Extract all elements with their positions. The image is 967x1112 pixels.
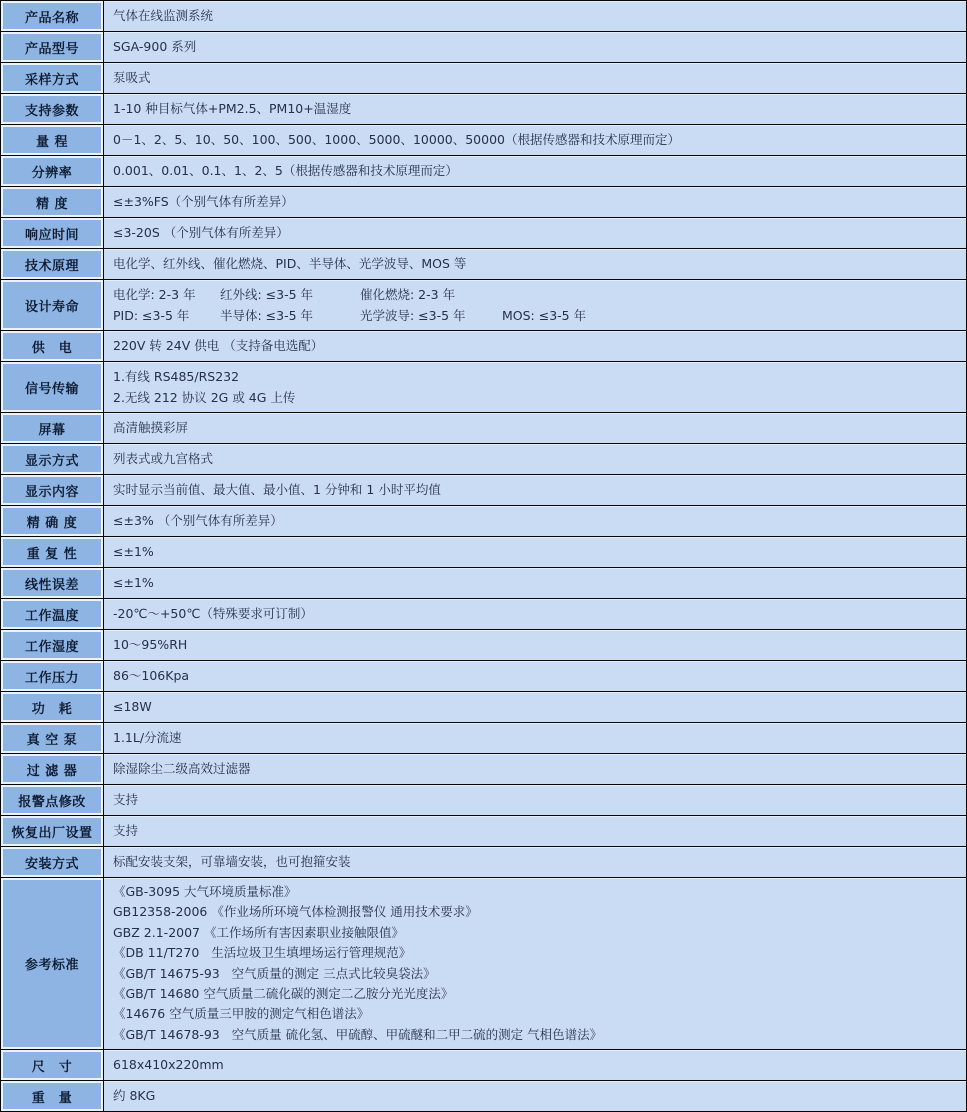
value-line: 《GB/T 14675-93 空气质量的测定 三点式比较臭袋法》 [113,965,436,981]
value-line: 支持 [113,823,139,838]
value-line: 《14676 空气质量三甲胺的测定气相色谱法》 [113,1006,370,1022]
value-segment: MOS: ≤3-5 年 [502,308,587,323]
table-row [1,847,967,878]
value-line: 2.无线 212 协议 2G 或 4G 上传 [113,390,296,405]
row-value [104,785,967,816]
table-row [1,156,967,187]
value-segment: PID: ≤3-5 年 [113,308,190,323]
row-value [104,331,967,362]
value-line: 10～95%RH [113,637,188,652]
value-line: 电化学、红外线、催化燃烧、PID、半导体、光学波导、MOS 等 [113,256,467,271]
value-line: ≤18W [113,699,152,714]
value-line: ≤±3% （个别气体有所差异） [113,513,283,528]
row-value [104,1050,967,1081]
table-row [1,187,967,218]
row-value [104,723,967,754]
row-label: 工作温度 [1,599,104,630]
table-row [1,218,967,249]
table-row [1,723,967,754]
row-label: 报警点修改 [1,785,104,816]
row-label: 工作压力 [1,661,104,692]
value-line: ≤±1% [113,544,154,559]
table-row [1,878,967,1050]
row-label: 重 量 [1,1081,104,1112]
value-line: SGA-900 系列 [113,39,197,54]
row-value [104,249,967,280]
table-row [1,475,967,506]
row-value [104,413,967,444]
row-value [104,280,967,331]
row-value [104,754,967,785]
row-label: 信号传输 [1,362,104,413]
value-segment: 半导体: ≤3-5 年 [220,308,314,323]
row-label: 功 耗 [1,692,104,723]
spec-table-body [1,1,967,1112]
value-line: 86～106Kpa [113,668,190,683]
row-label: 设计寿命 [1,280,104,331]
value-line: 支持 [113,792,139,807]
row-value [104,847,967,878]
row-value [104,506,967,537]
table-row [1,661,967,692]
row-label: 支持参数 [1,94,104,125]
value-line: 《GB-3095 大气环境质量标准》 [113,884,297,899]
table-row [1,280,967,331]
table-row [1,1,967,32]
value-line: GBZ 2.1-2007 《工作场所有害因素职业接触限值》 [113,924,404,940]
row-label: 响应时间 [1,218,104,249]
row-label: 产品型号 [1,32,104,63]
row-label: 显示内容 [1,475,104,506]
value-line: 高清触摸彩屏 [113,420,189,435]
row-label: 技术原理 [1,249,104,280]
row-label: 线性误差 [1,568,104,599]
row-label: 精 确 度 [1,506,104,537]
row-value [104,32,967,63]
row-label: 分辨率 [1,156,104,187]
row-label: 安装方式 [1,847,104,878]
value-line: 618x410x220mm [113,1057,224,1073]
row-label: 产品名称 [1,1,104,32]
value-segment: 催化燃烧: 2-3 年 [360,287,456,302]
table-row [1,537,967,568]
table-row [1,32,967,63]
row-value [104,156,967,187]
value-line: 《GB/T 14678-93 空气质量 硫化氢、甲硫醇、甲硫醚和二甲二硫的测定 气相色谱法》 [113,1026,603,1042]
row-label: 采样方式 [1,63,104,94]
value-line [113,284,957,305]
row-value [104,475,967,506]
row-value [104,444,967,475]
row-value [104,816,967,847]
table-row [1,1050,967,1081]
row-value [104,63,967,94]
row-label: 尺 寸 [1,1050,104,1081]
table-row [1,630,967,661]
table-row [1,816,967,847]
table-row [1,94,967,125]
value-line: 1.1L/分流速 [113,730,182,745]
value-line: GB12358-2006 《作业场所环境气体检测报警仪 通用技术要求》 [113,904,478,920]
value-line: ≤±1% [113,575,154,590]
table-row [1,63,967,94]
row-value [104,362,967,413]
table-row [1,331,967,362]
value-line: 0.001、0.01、0.1、1、2、5（根据传感器和技术原理而定） [113,163,458,178]
value-segment: 电化学: 2-3 年 [113,287,196,302]
table-row [1,362,967,413]
row-value [104,1081,967,1112]
value-line: 220V 转 24V 供电 （支持备电选配） [113,338,324,353]
table-row [1,506,967,537]
table-row [1,249,967,280]
row-label: 恢复出厂设置 [1,816,104,847]
table-row [1,125,967,156]
row-value [104,661,967,692]
row-label: 过 滤 器 [1,754,104,785]
row-value [104,218,967,249]
row-label: 屏幕 [1,413,104,444]
value-line: ≤±3%FS（个别气体有所差异） [113,194,294,209]
value-line: 《DB 11/T270 生活垃圾卫生填埋场运行管理规范》 [113,945,412,961]
value-line: 列表式或九宫格式 [113,451,214,466]
row-value [104,878,967,1050]
value-line: 0－1、2、5、10、50、100、500、1000、5000、10000、50000（根据传感器和技术原理而定） [113,132,680,147]
table-row [1,785,967,816]
value-line: ≤3-20S （个别气体有所差异） [113,225,289,240]
row-value [104,568,967,599]
value-line: -20℃～+50℃（特殊要求可订制） [113,606,313,621]
value-segment: 红外线: ≤3-5 年 [220,287,314,302]
row-value [104,94,967,125]
table-row [1,444,967,475]
value-line: 约 8KG [113,1088,156,1104]
row-value [104,125,967,156]
table-row [1,599,967,630]
row-label: 精 度 [1,187,104,218]
row-value [104,187,967,218]
value-line [113,305,957,326]
row-label: 显示方式 [1,444,104,475]
row-label: 参考标准 [1,878,104,1050]
value-line: 实时显示当前值、最大值、最小值、1 分钟和 1 小时平均值 [113,482,441,497]
value-line: 标配安装支架，可靠墙安装，也可抱箍安装 [113,854,351,869]
table-row [1,1081,967,1112]
table-row [1,568,967,599]
value-line: 气体在线监测系统 [113,8,214,23]
row-value [104,1,967,32]
table-row [1,692,967,723]
row-value [104,692,967,723]
row-label: 真 空 泵 [1,723,104,754]
row-label: 重 复 性 [1,537,104,568]
value-line: 除湿除尘二级高效过滤器 [113,761,251,776]
value-line: 1-10 种目标气体+PM2.5、PM10+温湿度 [113,101,352,116]
value-line: 《GB/T 14680 空气质量二硫化碳的测定二乙胺分光光度法》 [113,986,454,1002]
row-label: 供 电 [1,331,104,362]
value-segment: 光学波导: ≤3-5 年 [360,308,466,323]
row-label: 工作湿度 [1,630,104,661]
value-line: 1.有线 RS485/RS232 [113,369,240,384]
value-line: 泵吸式 [113,70,151,85]
row-value [104,599,967,630]
row-value [104,630,967,661]
table-row [1,754,967,785]
row-value [104,537,967,568]
row-label: 量 程 [1,125,104,156]
table-row [1,413,967,444]
